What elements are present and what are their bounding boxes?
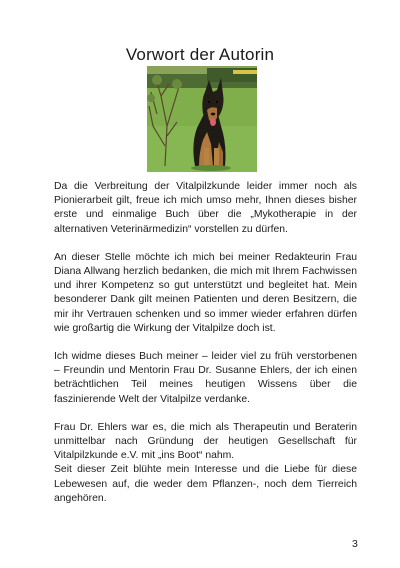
- preface-text: [54, 180, 357, 520]
- dog-photo: [147, 66, 257, 172]
- paragraph: Seit dieser Zeit blühte mein Interesse und die Liebe für diese Lebewesen auf, die weder dem Pflanzen-, noch dem Tierreich angehören.: [54, 464, 357, 504]
- paragraph: Frau Dr. Ehlers war es, die mich als Therapeutin und Beraterin unmittelbar nach Gründung der heutigen Gesellschaft für Vitalpilzkunde e.V. mit „ins Boot“ nahm.: [54, 421, 357, 462]
- paragraph: Ich widme dieses Buch meiner – leider viel zu früh verstorbenen – Freundin und Mentorin Frau Dr. Susanne Ehlers, der ich einen beträchtlichen Teil meines heutigen Wissens über die faszinierende Welt der Vitalpilze verdanke.: [54, 351, 357, 405]
- paragraph: Da die Verbreitung der Vitalpilzkunde leider immer noch als Pionierarbeit gilt, freue ich mich umso mehr, Ihnen dieses bisher erste und einmalige Buch über die „Mykotherapie in der alternativen Veterinärmedizin“ vorstellen zu dürfen.: [54, 181, 357, 235]
- paragraph: An dieser Stelle möchte ich mich bei meiner Redakteurin Frau Diana Allwang herzlich bedanken, die mich mit Ihrem Fachwissen und ihrer Kompetenz so gut unterstützt und begleitet hat. Mein besonderer Dank gilt meinen Patienten und deren Besitzern, die mir ihr Vertrauen schenken und so immer wieder erfahren dürfen wie großartig die Wirkung der Vitalpilze doch ist.: [54, 251, 357, 334]
- page-number: 3: [352, 538, 358, 550]
- page-title: Vorwort der Autorin: [125, 45, 275, 65]
